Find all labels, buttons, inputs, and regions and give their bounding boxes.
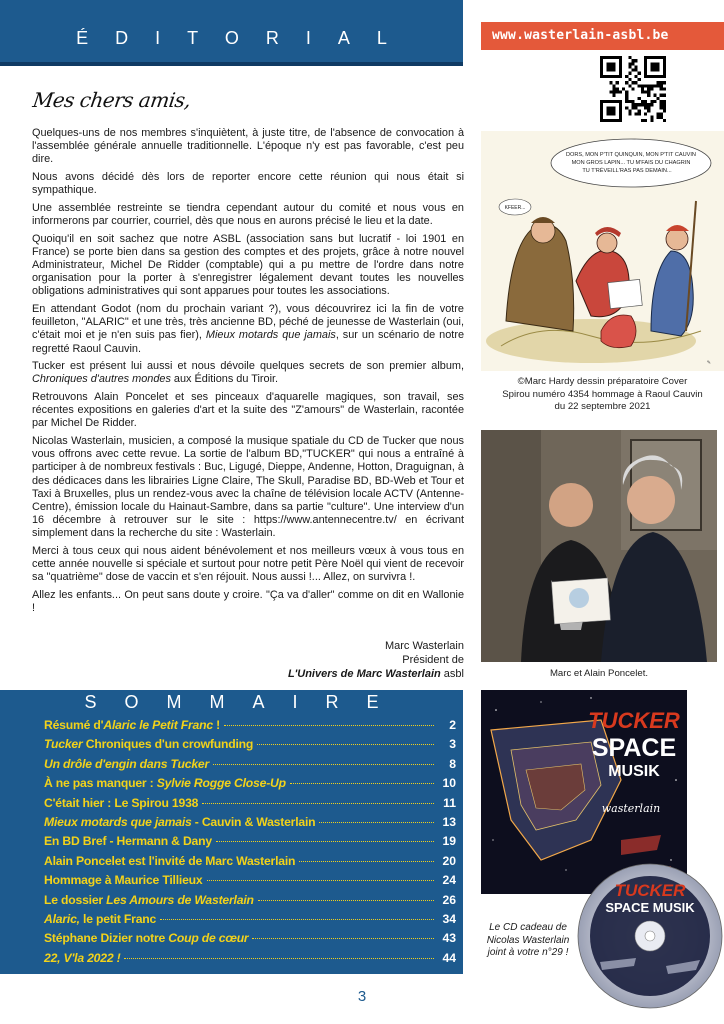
paragraph-text: , sur un scénario de notre regretté Raoul Cauvin.: [32, 329, 464, 355]
qr-code-icon[interactable]: [600, 56, 666, 122]
signature-org: [288, 667, 464, 681]
toc-item[interactable]: [44, 893, 456, 912]
toc-dot-leader: [258, 900, 434, 901]
toc-italic-part: Les Amours de Wasterlain: [106, 892, 254, 907]
paragraph-text: aux Éditions du Tiroir.: [170, 373, 279, 386]
disc-title-tucker: TUCKER: [614, 881, 686, 900]
toc-item-title: [44, 737, 253, 751]
svg-text:✎: ✎: [706, 360, 711, 366]
toc-page-number: 13: [442, 814, 456, 829]
editorial-paragraph: [32, 545, 464, 585]
toc-page-number: 10: [442, 776, 456, 791]
toc-item-title: [44, 815, 315, 829]
editorial-paragraph: [32, 127, 464, 167]
signature-org-suffix: asbl: [440, 668, 464, 680]
cd-caption: [478, 922, 578, 960]
toc-dot-leader: [299, 861, 434, 862]
cd-caption-line-3: joint à votre n°29 !: [487, 947, 569, 959]
photo-caption: Marc et Alain Poncelet.: [549, 668, 649, 679]
toc-italic-part: Alaric le Petit Franc: [103, 718, 213, 732]
toc-italic-part: Sylvie Rogge Close-Up: [156, 776, 286, 791]
table-of-contents: [44, 718, 456, 970]
editorial-paragraph: [32, 171, 464, 197]
toc-item[interactable]: [44, 912, 456, 931]
toc-dot-leader: [213, 764, 434, 765]
toc-item[interactable]: [44, 815, 456, 834]
toc-item-title: [44, 796, 198, 810]
editorial-paragraph: [32, 391, 464, 431]
toc-text-part: C'était hier : Le Spirou 1938: [44, 795, 199, 810]
toc-item-title: [44, 854, 295, 868]
cd-signature: wasterlain: [601, 802, 661, 815]
toc-page-number: 11: [443, 795, 456, 810]
toc-item-title: [44, 951, 120, 965]
paragraph-text: Retrouvons Alain Poncelet et ses pinceaux d'aquarelle magiques, son travail, ses récentes expositions en galeries d'art et la suite des "Z'amours" de Wasterlain, racontée par Michel De Ridder.: [32, 391, 464, 430]
toc-dot-leader: [252, 938, 434, 939]
cartoon-caption: [481, 376, 724, 414]
cd-title-space: SPACE: [591, 734, 677, 762]
toc-dot-leader: [216, 841, 434, 842]
toc-item[interactable]: [44, 854, 456, 873]
toc-page-number: 43: [442, 931, 456, 946]
paragraph-text: Quelques-uns de nos membres s'inquiètent, à juste titre, de l'absence de convocation à l'assemblée générale annuelle traditionnelle. L'époque n'y est pas favorable, c'est peu dire.: [32, 127, 464, 166]
paragraph-text: Nicolas Wasterlain, musicien, a composé la musique spatiale du CD de Tucker que nous vous offrons avec cette revue. La sortie de l'album BD,"TUCKER" qui nous a entraîné à participer à de nombreux festivals : Buc, Ligugé, Dieppe, Andenne, Hotton, Draguignan, à des dédicaces dans les librairies Ligne Claire, The Skull, Paradise BD, BD-Web et Tour et Taxi à Bruxelles, plus un rendez-vous avec la chaîne de télévision locale ACTV (Antenne-Centre), émission locale du Hainaut-Sambre, dans sa partie "culture". Une interview d'un 16 décembre à retrouver sur le site : https://www.antennecentre.tv/ en écrivant simplement dans la recherche du site : Wasterlain.: [32, 435, 464, 540]
paragraph-text: Merci à tous ceux qui nous aident bénévolement et nos meilleurs vœux à vous tous en cette année nouvelle si spéciale et surtout pour notre petit Père Noël qui vient de recevoir sa "quatrième" dose de vaccin et s'en réjouit. Nous aussi !... Allez, on survivra !.: [32, 545, 464, 584]
toc-italic-part: Alaric,: [44, 911, 80, 926]
toc-page-number: 20: [442, 853, 456, 868]
toc-dot-leader: [319, 822, 434, 823]
signature-org-name: L'Univers de Marc Wasterlain: [287, 668, 441, 680]
bubble-small: KFEER...: [504, 205, 526, 211]
toc-item-title: [44, 718, 220, 732]
editorial-paragraph: [32, 233, 464, 299]
cartoon-illustration: [481, 131, 724, 371]
italic-title: Chroniques d'autres mondes: [32, 373, 171, 386]
toc-italic-part: Un drôle d'engin dans Tucker: [44, 756, 210, 771]
toc-item[interactable]: [44, 757, 456, 776]
editorial-paragraph: [32, 435, 464, 541]
disc-title-space-musik: SPACE MUSIK: [605, 900, 695, 915]
page-number: 3: [357, 988, 367, 1005]
toc-dot-leader: [202, 803, 434, 804]
toc-text-part: !: [212, 718, 220, 732]
cd-caption-line-1: Le CD cadeau de: [489, 922, 567, 933]
toc-page-number: 26: [442, 892, 456, 907]
toc-item-title: [44, 757, 209, 771]
toc-item[interactable]: [44, 931, 456, 950]
toc-text-part: Résumé d': [44, 718, 104, 732]
editorial-paragraph: [32, 589, 464, 615]
toc-item-title: [44, 931, 248, 945]
toc-page-number: 3: [449, 737, 456, 752]
paragraph-text: Allez les enfants... On peut sans doute y croire. "Ça va d'aller" comme on dit en Wallonie !: [32, 589, 464, 615]
toc-dot-leader: [290, 783, 434, 784]
toc-italic-part: 22, V'la 2022 !: [44, 950, 121, 965]
bubble-line-3: TU T'RÉVEILL'RAS PAS DEMAIN...: [582, 168, 672, 174]
toc-text-part: - Cauvin & Wasterlain: [191, 814, 316, 829]
paragraph-text: Une assemblée restreinte se tiendra cependant autour du comité et nous vous en informerons par courrier, courriel, dès que nous en aurons précisé le lieu et la date.: [32, 201, 464, 227]
cartoon-caption-line-2: Spirou numéro 4354 hommage à Raoul Cauvin: [502, 388, 703, 400]
paragraph-text: Quoiqu'il en soit sachez que notre ASBL (association sans but lucratif - loi 1901 en France) se porte bien dans sa gestion des comptes et des projets, grâce à notre nouvel Administrateur, Michel De Ridder (comptable) qui a pu mettre de l'ordre dans notre organisation pour la porter à s'enregistrer légalement devant toutes les nouvelles obligations administratives qui sont apparues pour toutes les associations.: [32, 232, 464, 298]
signature: [288, 639, 464, 681]
editorial-paragraph: [32, 303, 464, 356]
toc-text-part: Alain Poncelet est l'invité de Marc Wasterlain: [44, 853, 296, 868]
toc-italic-part: Tucker: [44, 737, 83, 752]
toc-text-part: le petit Franc: [79, 911, 157, 926]
toc-item[interactable]: [44, 951, 456, 970]
cartoon-caption-line-3: du 22 septembre 2021: [554, 401, 651, 412]
toc-page-number: 44: [442, 950, 456, 965]
editorial-paragraph: [32, 202, 464, 228]
signature-name: Marc Wasterlain: [384, 640, 464, 652]
toc-item-title: [44, 873, 203, 887]
toc-page-number: 2: [449, 718, 456, 732]
editorial-body: [32, 127, 464, 620]
toc-item-title: [44, 776, 286, 790]
toc-dot-leader: [224, 725, 434, 726]
paragraph-text: En attendant Godot (nom du prochain variant ?), vous découvrirez ici la fin de votre feuilleton, "ALARIC" et une très, très ancienne BD, péché de jeunesse de Wasterlain (oui, c'était moi et je n'en suis pas fier),: [32, 303, 464, 342]
sommaire-title: SOMMAIRE: [84, 692, 407, 712]
italic-title: Mieux motards que jamais: [205, 329, 336, 342]
toc-item[interactable]: [44, 737, 456, 756]
toc-text-part: À ne pas manquer :: [44, 776, 157, 791]
editorial-paragraph: [32, 360, 464, 386]
toc-page-number: 34: [442, 911, 456, 926]
toc-dot-leader: [160, 919, 434, 920]
toc-dot-leader: [257, 744, 434, 745]
cd-caption-line-2: Nicolas Wasterlain: [486, 934, 570, 946]
toc-page-number: 24: [442, 873, 456, 888]
toc-text-part: Chroniques d'un crowfunding: [82, 737, 254, 752]
toc-italic-part: Mieux motards que jamais: [44, 814, 192, 829]
toc-page-number: 19: [442, 834, 456, 849]
bubble-line-1: DORS, MON P'TIT QUINQUIN, MON P'TIT CAUVIN: [566, 152, 696, 158]
photo-marc-and-alain: [481, 430, 717, 662]
toc-item-title: [44, 912, 156, 926]
editorial-title: ÉDITORIAL: [76, 28, 414, 48]
toc-text-part: Stéphane Dizier notre: [44, 931, 169, 946]
toc-item-title: [44, 893, 254, 907]
cartoon-caption-line-1: ©Marc Hardy dessin préparatoire Cover: [517, 376, 688, 387]
toc-text-part: En BD Bref - Hermann & Dany: [44, 834, 212, 849]
toc-text-part: Le dossier: [44, 892, 107, 907]
toc-item-title: [44, 834, 212, 848]
website-url[interactable]: www.wasterlain-asbl.be: [492, 28, 669, 43]
toc-item[interactable]: [44, 834, 456, 853]
cd-title-tucker: TUCKER: [588, 708, 680, 733]
toc-item[interactable]: [44, 796, 456, 815]
toc-italic-part: Coup de cœur: [168, 931, 249, 946]
toc-text-part: Hommage à Maurice Tillieux: [44, 873, 203, 888]
toc-item[interactable]: [44, 718, 456, 737]
bubble-line-2: MON GROS LAPIN... TU M'FAIS DU CHAGRIN: [571, 160, 691, 166]
cd-title-musik: MUSIK: [608, 763, 660, 780]
toc-item[interactable]: [44, 776, 456, 795]
signature-role: Président de: [402, 654, 464, 666]
toc-item[interactable]: [44, 873, 456, 892]
toc-page-number: 8: [449, 756, 456, 771]
toc-dot-leader: [207, 880, 435, 881]
paragraph-text: Nous avons décidé dès lors de reporter encore cette réunion qui nous était si sympathique.: [32, 171, 464, 197]
toc-dot-leader: [124, 958, 434, 959]
greeting: Mes chers amis,: [31, 88, 193, 112]
paragraph-text: Tucker est présent lui aussi et nous dévoile quelques secrets de son premier album,: [32, 360, 464, 373]
